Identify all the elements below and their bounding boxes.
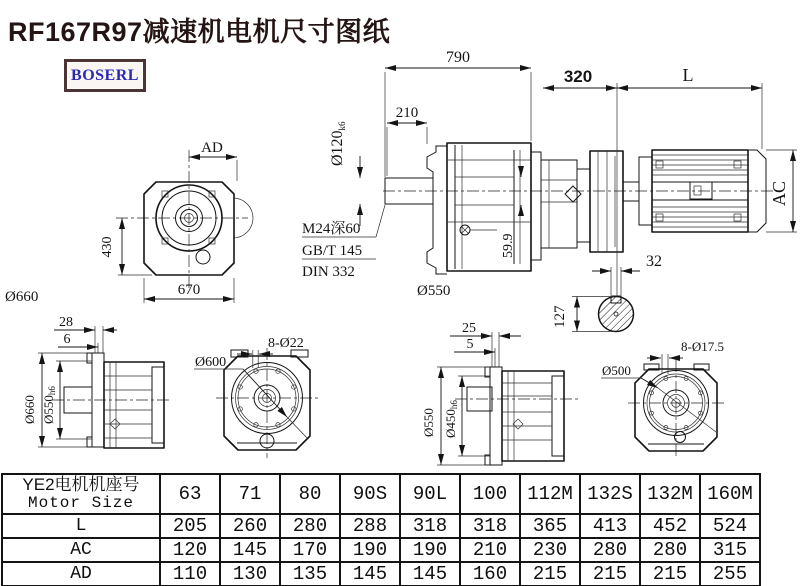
brand-logo-text: BOSERL xyxy=(71,66,139,84)
dim-d550h6-val: Ø550 xyxy=(41,395,56,424)
column-header-132S: 132S xyxy=(580,474,640,514)
dim-210: 210 xyxy=(395,105,419,121)
note-thread: M24深60 xyxy=(302,221,361,237)
column-header-80: 80 xyxy=(280,474,340,514)
flange-face-view-large xyxy=(194,336,318,458)
table-cell: 288 xyxy=(340,514,400,538)
front-view xyxy=(5,140,253,305)
motor-size-table xyxy=(1,473,761,586)
row-label-AC: AC xyxy=(2,538,160,562)
table-cell: 318 xyxy=(460,514,520,538)
row-label-AD: AD xyxy=(2,562,160,586)
output-shaft-view-small xyxy=(421,321,578,465)
column-header-132M: 132M xyxy=(640,474,700,514)
dim-d550h6-tol: h6 xyxy=(47,386,57,396)
table-cell: 205 xyxy=(160,514,220,538)
table-cell: 190 xyxy=(400,538,460,562)
table-cell: 524 xyxy=(700,514,760,538)
dim-d660: Ø660 xyxy=(22,395,37,424)
table-cell: 130 xyxy=(220,562,280,586)
table-cell: 413 xyxy=(580,514,640,538)
table-cell: 215 xyxy=(520,562,580,586)
table-cell: 260 xyxy=(220,514,280,538)
motor-size-header-en: Motor Size xyxy=(27,494,134,513)
label-8d22: 8-Ø22 xyxy=(268,336,304,351)
dim-790: 790 xyxy=(446,49,470,66)
table-cell: 318 xyxy=(400,514,460,538)
dim-5: 5 xyxy=(466,337,474,352)
dim-32: 32 xyxy=(646,253,662,270)
dim-d550-2: Ø550 xyxy=(421,408,436,437)
table-cell: 365 xyxy=(520,514,580,538)
table-cell: 145 xyxy=(220,538,280,562)
dim-shaft-dia xyxy=(329,121,347,166)
dim-L: L xyxy=(682,65,694,85)
table-cell: 452 xyxy=(640,514,700,538)
dim-d450h6-tol: h6 xyxy=(449,400,459,410)
table-cell: 145 xyxy=(340,562,400,586)
column-header-160M: 160M xyxy=(700,474,760,514)
column-header-90L: 90L xyxy=(400,474,460,514)
dim-ad: AD xyxy=(201,140,223,156)
table-cell: 160 xyxy=(460,562,520,586)
column-header-100: 100 xyxy=(460,474,520,514)
output-shaft-view-large xyxy=(22,315,172,448)
row-label-L: L xyxy=(2,514,160,538)
column-header-63: 63 xyxy=(160,474,220,514)
dim-320: 320 xyxy=(563,67,593,86)
table-cell: 280 xyxy=(580,538,640,562)
main-assembly-view xyxy=(302,49,797,299)
label-d500: Ø500 xyxy=(602,363,631,378)
dim-127: 127 xyxy=(552,305,568,328)
table-cell: 170 xyxy=(280,538,340,562)
table-cell: 110 xyxy=(160,562,220,586)
dim-shaft-tol: k6 xyxy=(337,121,347,131)
table-cell: 135 xyxy=(280,562,340,586)
dim-430: 430 xyxy=(100,236,115,258)
table-cell: 230 xyxy=(520,538,580,562)
table-cell: 120 xyxy=(160,538,220,562)
column-header-90S: 90S xyxy=(340,474,400,514)
dim-670: 670 xyxy=(177,282,201,298)
table-cell: 145 xyxy=(400,562,460,586)
dim-6: 6 xyxy=(63,332,71,347)
label-8d17-5: 8-Ø17.5 xyxy=(681,339,724,354)
label-d550: Ø550 xyxy=(417,283,451,299)
label-d660: Ø660 xyxy=(5,289,39,305)
table-cell: 280 xyxy=(640,538,700,562)
table-cell: 215 xyxy=(640,562,700,586)
dim-59-9: 59.9 xyxy=(501,233,516,258)
table-cell: 210 xyxy=(460,538,520,562)
page-title: RF167R97减速机电机尺寸图纸 xyxy=(8,17,391,47)
dim-d450h6-val: Ø450 xyxy=(443,409,458,438)
dim-28: 28 xyxy=(59,315,73,330)
table-cell: 255 xyxy=(700,562,760,586)
dim-d450h6 xyxy=(443,400,459,438)
table-cell: 190 xyxy=(340,538,400,562)
column-header-112M: 112M xyxy=(520,474,580,514)
note-gbt: GB/T 145 xyxy=(302,243,363,259)
table-cell: 280 xyxy=(280,514,340,538)
dim-d550h6 xyxy=(41,386,57,424)
note-din: DIN 332 xyxy=(302,264,355,280)
motor-size-header-cn: YE2电机机座号 xyxy=(22,475,140,494)
dim-ac: AC xyxy=(769,180,789,206)
shaft-keyway-section xyxy=(552,253,662,332)
table-cell: 215 xyxy=(580,562,640,586)
column-header-71: 71 xyxy=(220,474,280,514)
brand-logo xyxy=(64,59,146,92)
motor-size-header-cell xyxy=(2,474,160,514)
table-cell: 315 xyxy=(700,538,760,562)
label-d600: Ø600 xyxy=(195,355,227,370)
dim-shaft-dia-val: Ø120 xyxy=(329,130,346,166)
flange-face-view-small xyxy=(601,339,724,458)
dim-25: 25 xyxy=(462,321,476,336)
